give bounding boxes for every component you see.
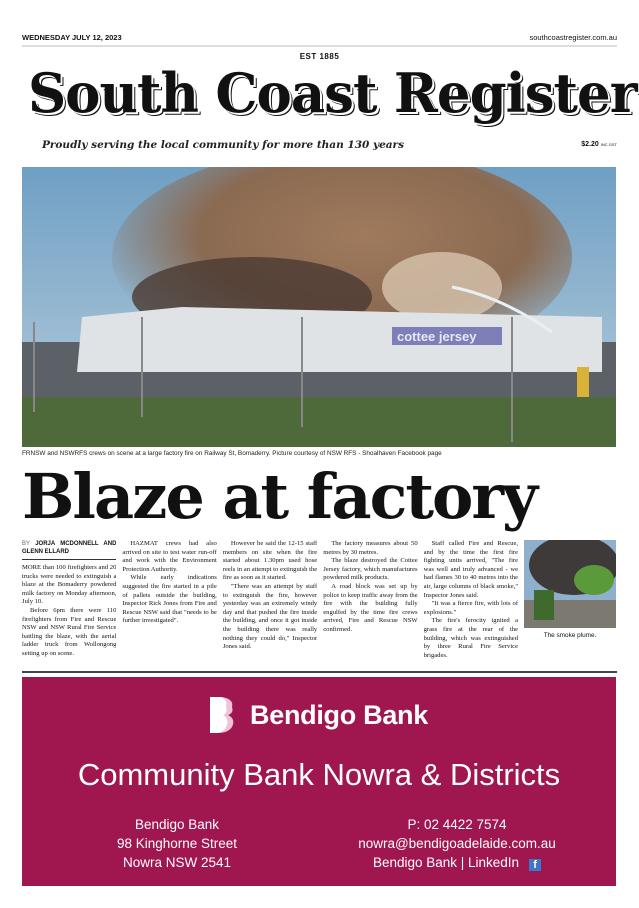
established-label: EST 1885 [299, 52, 340, 61]
paragraph: MORE than 100 firefighters and 20 trucks were needed to extinguish a blaze at the Bomaderry powdered milk factory on Monday afternoon, July 10. [22, 564, 117, 606]
social-links [332, 853, 582, 872]
price-note: INC GST [600, 142, 617, 147]
ad-contact [332, 815, 582, 872]
article-column-1 [22, 540, 116, 668]
paragraph: "It was a fierce fire, with lots of explosions." [423, 600, 519, 616]
paragraph: While early indications suggested the fire started in a pile of pallets outside the building, Inspector Rick Jones from Fire and Rescue NSW said that "needs to be further investigated". [122, 574, 217, 625]
price [581, 141, 617, 148]
article-column-5 [424, 540, 518, 668]
email-link[interactable]: nowra@bendigoadelaide.com.au [358, 836, 556, 851]
byline-prefix: BY [22, 541, 31, 547]
brand-name: Bendigo Bank [250, 699, 428, 730]
article-column-2 [122, 540, 216, 668]
paragraph: The fire's ferocity ignited a grass fire at the rear of the building, which was extinguished by three Rural Fire Service brigades. [423, 617, 519, 659]
paragraph: The blaze destroyed the Cottee Jersey factory, which manufactures powdered milk products. [323, 557, 418, 582]
ad-headline: Community Bank Nowra & Districts [77, 757, 561, 792]
price-value: $2.20 [581, 141, 599, 148]
bendigo-logo [22, 697, 616, 733]
article-column-4 [323, 540, 417, 668]
lead-photo [22, 167, 616, 447]
top-bar [22, 31, 617, 47]
smoke-plume-photo [524, 540, 616, 628]
newspaper-title: South Coast Register [27, 61, 637, 125]
address-line: Bendigo Bank [134, 817, 220, 832]
issue-date: WEDNESDAY JULY 12, 2023 [22, 33, 122, 42]
side-photo-block [524, 540, 616, 639]
website-link[interactable]: southcoastregister.com.au [529, 33, 617, 42]
social-text[interactable]: Bendigo Bank | LinkedIn [372, 855, 520, 870]
side-photo-caption: The smoke plume. [543, 632, 597, 639]
byline [22, 540, 116, 560]
paragraph: HAZMAT crews had also arrived on site to test water run-off and work with the Environment Protection Authority. [122, 540, 217, 573]
paragraph: A road block was set up by police to keep traffic away from the fire with the building fully engulfed by the time fire crews arrived, Fire and Rescue NSW confirmed. [323, 582, 418, 633]
paragraph: "There was an attempt by staff to extinguish the fire, however yesterday was an extremely windy day and that pushed the fire inside the building, and once it got inside the building there was really nothing they could do," Inspector Jones said. [222, 582, 318, 651]
address-line: Nowra NSW 2541 [122, 855, 232, 870]
paragraph: Staff called Fire and Rescue, and by the time the first fire fighting units arrived, "The fire was well and truly advanced - we had flames 30 to 40 metres into the air, large columns of black smoke," Inspector Jones said. [423, 540, 519, 599]
paragraph: The factory measures about 50 metres by 30 metres. [323, 540, 418, 556]
paragraph: Before 6pm there were 110 firefighters from Fire and Rescue NSW and NSW Rural Fire Service battling the blaze, with the aerial ladder truck from Wollongong setting up on scene. [22, 606, 117, 657]
facebook-icon[interactable]: f [529, 859, 541, 871]
byline-authors: JORJA MCDONNELL AND GLENN ELLARD [22, 541, 117, 555]
photo-caption: FRNSW and NSWRFS crews on scene at a large factory fire on Railway St, Bomaderry. Picture courtesy of NSW RFS - Shoalhaven Facebook page [22, 450, 442, 457]
factory-sign: cottee jersey [397, 329, 477, 344]
masthead [22, 52, 637, 132]
address-line: 98 Kinghorne Street [116, 836, 238, 851]
tagline: Proudly serving the local community for more than 130 years [42, 139, 404, 151]
article-body [22, 540, 518, 668]
bendigo-bank-advertisement[interactable] [22, 677, 616, 886]
phone-number[interactable]: P: 02 4422 7574 [407, 817, 507, 832]
paragraph: However he said the 12-15 staff members on site when the fire started about 1.30pm used hose reels in an attempt to extinguish the fire as soon as it started. [222, 540, 318, 582]
divider [22, 671, 617, 673]
article-column-3 [223, 540, 317, 668]
ad-address [82, 815, 272, 872]
bendigo-b-icon [210, 697, 236, 733]
headline: Blaze at factory [22, 460, 537, 533]
